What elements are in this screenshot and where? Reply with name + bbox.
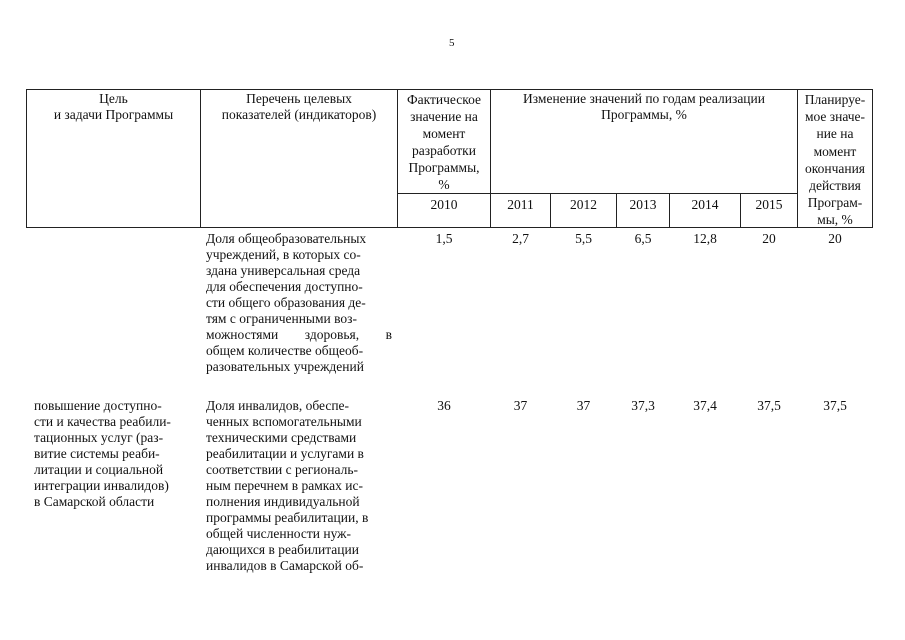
row2-value-2013: 37,3 [631, 398, 655, 413]
row2-value-2014: 37,4 [693, 398, 717, 413]
row1-value-2011: 2,7 [512, 231, 529, 246]
indicator-line: для обеспечения доступно- [206, 279, 363, 294]
year-2012: 2012 [570, 197, 597, 212]
row1-value-2010: 1,5 [435, 231, 453, 246]
indicator-line: ным перечнем в рамках ис- [206, 478, 363, 493]
row1-value-2012: 5,5 [575, 231, 592, 246]
indicator-word: здоровья, [304, 327, 360, 342]
year-2015: 2015 [755, 197, 783, 212]
page-number: 5 [449, 37, 455, 49]
header-bottom-border [26, 227, 873, 228]
years-row-top-border [397, 193, 797, 194]
row1-value-2014: 12,8 [693, 231, 717, 246]
goal-line: литации и социальной [34, 462, 164, 477]
year-2010: 2010 [430, 197, 458, 212]
indicator-line: техническими средствами [206, 430, 357, 445]
indicator-line [206, 327, 392, 343]
goal-line: в Самарской области [34, 494, 155, 509]
row2-value-planned: 37,5 [823, 398, 847, 413]
row2-value-2012: 37 [576, 398, 591, 413]
goal-line: сти и качества реабили- [34, 414, 171, 429]
indicator-line: сти общего образования де- [206, 295, 366, 310]
goal-line: повышение доступно- [34, 398, 162, 413]
year-2011: 2011 [507, 197, 534, 212]
header-planned-value: Планируе- мое значе- ние на момент окончания действия Програм- мы, % [804, 92, 866, 228]
indicator-line: общем количестве общеоб- [206, 343, 364, 358]
header-actual-value: Фактическое значение на момент разработки Программы, % [406, 92, 482, 192]
indicator-line: соответствии с региональ- [206, 462, 359, 477]
row2-indicator [206, 398, 392, 574]
row1-value-2013: 6,5 [634, 231, 652, 246]
indicator-line: инвалидов в Самарской об- [206, 558, 364, 573]
indicator-line: Доля инвалидов, обеспе- [206, 398, 350, 413]
indicator-line: ченных вспомогательными [206, 414, 362, 429]
row2-value-2010: 36 [437, 398, 451, 413]
indicator-line: здана универсальная среда [206, 263, 361, 278]
header-goal: Цель и задачи Программы [53, 91, 174, 122]
indicator-word: можностями [206, 327, 279, 342]
indicator-line: программы реабилитации, в [206, 510, 369, 525]
indicator-line: полнения индивидуальной [206, 494, 360, 509]
row2-value-2011: 37 [513, 398, 528, 413]
year-2013: 2013 [629, 197, 657, 212]
indicator-line: учреждений, в которых со- [206, 247, 361, 262]
table-right-border [872, 89, 873, 227]
indicator-line: тям с ограниченными воз- [206, 311, 357, 326]
row1-value-planned: 20 [828, 231, 842, 246]
header-indicators: Перечень целевых показателей (индикаторов) [221, 91, 377, 122]
row1-indicator [206, 231, 392, 375]
row1-value-2015: 20 [762, 231, 776, 246]
indicator-line: реабилитации и услугами в [206, 446, 364, 461]
row2-goal [34, 398, 196, 510]
goal-line: тационных услуг (раз- [34, 430, 164, 445]
header-changes-by-year: Изменение значений по годам реализации Программы, % [523, 91, 765, 122]
indicator-word: в [385, 327, 392, 342]
indicator-line: общей численности нуж- [206, 526, 351, 541]
indicator-line: дающихся в реабилитации [206, 542, 359, 557]
goal-line: интеграции инвалидов) [34, 478, 169, 493]
goal-line: витие системы реаби- [34, 446, 160, 461]
indicator-line: Доля общеобразовательных [206, 231, 367, 246]
table-top-border [26, 89, 873, 90]
indicator-line: разовательных учреждений [206, 359, 364, 374]
year-2014: 2014 [691, 197, 719, 212]
row2-value-2015: 37,5 [757, 398, 781, 413]
